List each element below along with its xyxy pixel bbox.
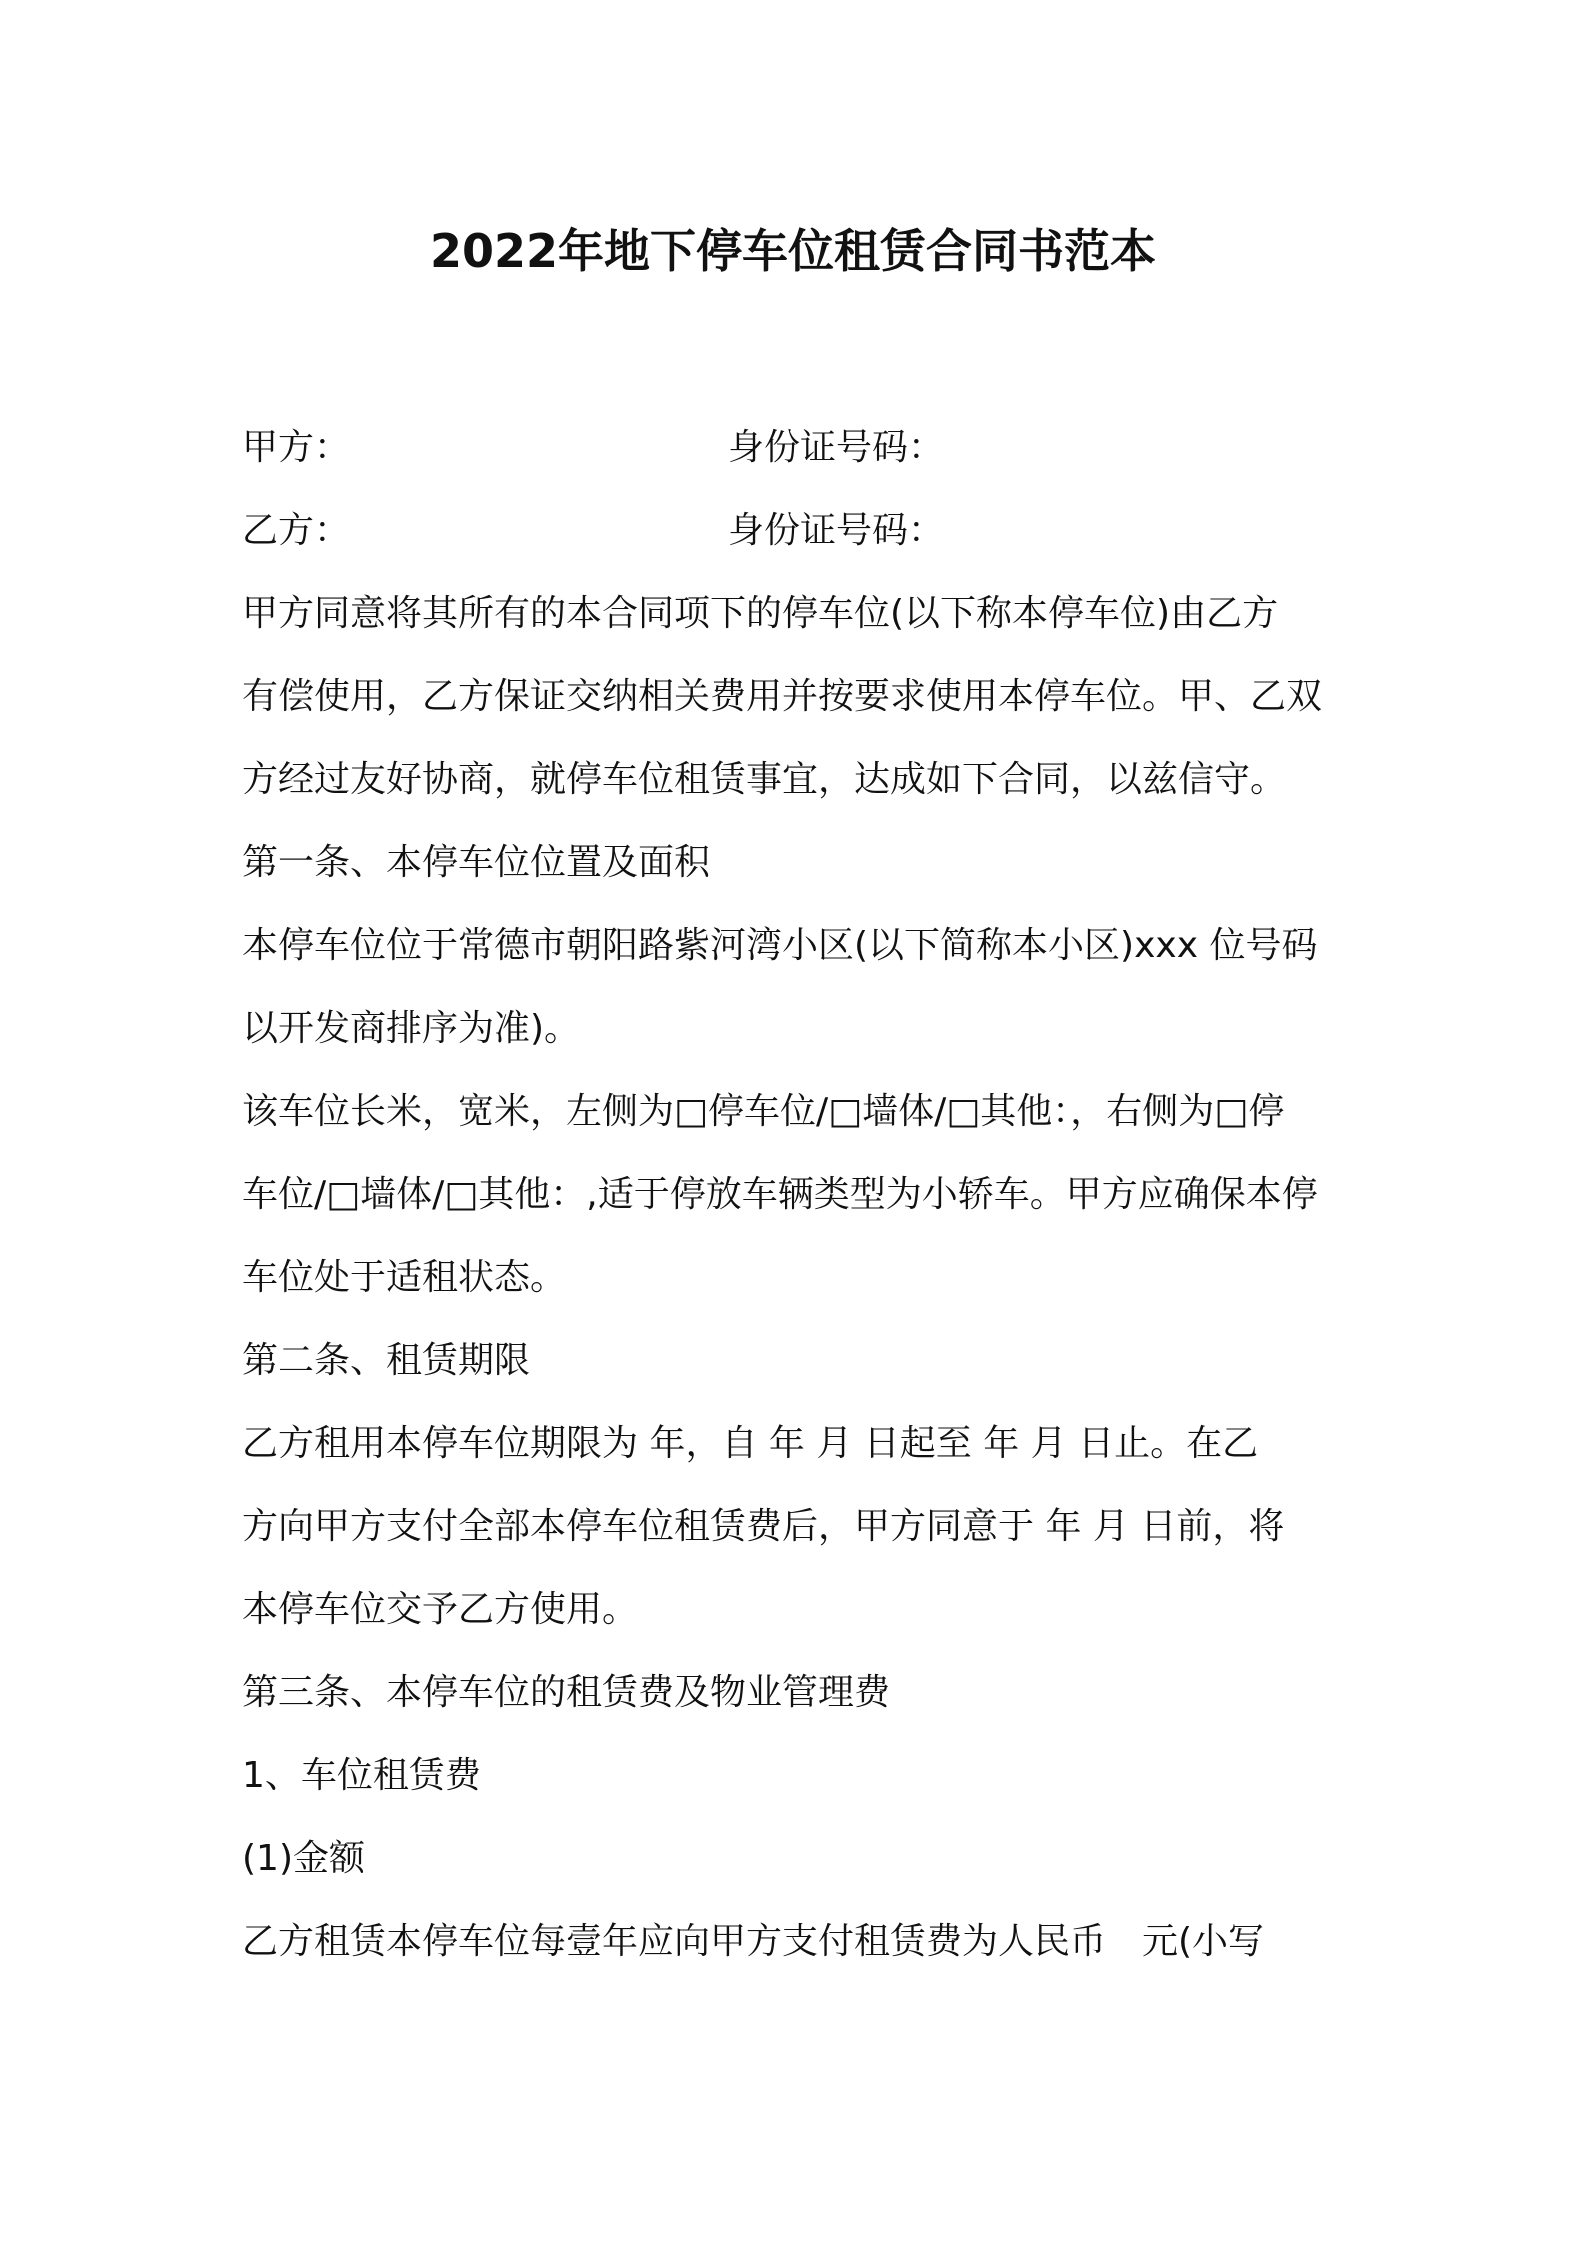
article-1-paragraph-line: 车位/□墙体/□其他：,适于停放车辆类型为小轿车。甲方应确保本停	[242, 1174, 1318, 1215]
item-1-subheading: (1)金额	[242, 1838, 365, 1879]
page-title: 2022年地下停车位租赁合同书范本	[429, 224, 1157, 278]
party-a-label: 甲方：	[242, 427, 351, 468]
article-2-paragraph-line: 方向甲方支付全部本停车位租赁费后，甲方同意于 年 月 日前，将	[242, 1506, 1285, 1547]
intro-line: 甲方同意将其所有的本合同项下的停车位(以下称本停车位)由乙方	[242, 593, 1279, 634]
article-1-paragraph-line: 本停车位位于常德市朝阳路紫河湾小区(以下简称本小区)xxx 位号码	[242, 925, 1318, 966]
intro-line: 方经过友好协商，就停车位租赁事宜，达成如下合同，以兹信守。	[242, 759, 1287, 800]
party-b-row	[242, 489, 1362, 572]
intro-line: 有偿使用，乙方保证交纳相关费用并按要求使用本停车位。甲、乙双	[242, 676, 1323, 717]
item-1-heading: 1、车位租赁费	[242, 1755, 481, 1796]
article-2-paragraph-line: 乙方租用本停车位期限为 年，自 年 月 日起至 年 月 日止。在乙	[242, 1423, 1259, 1464]
article-1-paragraph-line: 车位处于适租状态。	[242, 1257, 567, 1298]
article-2-paragraph-line: 本停车位交予乙方使用。	[242, 1589, 639, 1630]
article-1-paragraph-line: 该车位长米，宽米，左侧为□停车位/□墙体/□其他：，右侧为□停	[242, 1091, 1285, 1132]
party-a-row	[242, 406, 1362, 489]
article-1-heading: 第一条、本停车位位置及面积	[242, 842, 711, 883]
article-1-paragraph-line: 以开发商排序为准)。	[242, 1008, 581, 1049]
article-3-heading: 第三条、本停车位的租赁费及物业管理费	[242, 1672, 891, 1713]
party-b-label: 乙方：	[242, 510, 351, 551]
party-b-id-label: 身份证号码：	[728, 510, 945, 551]
article-2-heading: 第二条、租赁期限	[242, 1340, 531, 1381]
document-body	[242, 406, 1362, 1983]
item-1-text: 乙方租赁本停车位每壹年应向甲方支付租赁费为人民币 元(小写	[242, 1921, 1265, 1962]
party-a-id-label: 身份证号码：	[728, 427, 945, 468]
